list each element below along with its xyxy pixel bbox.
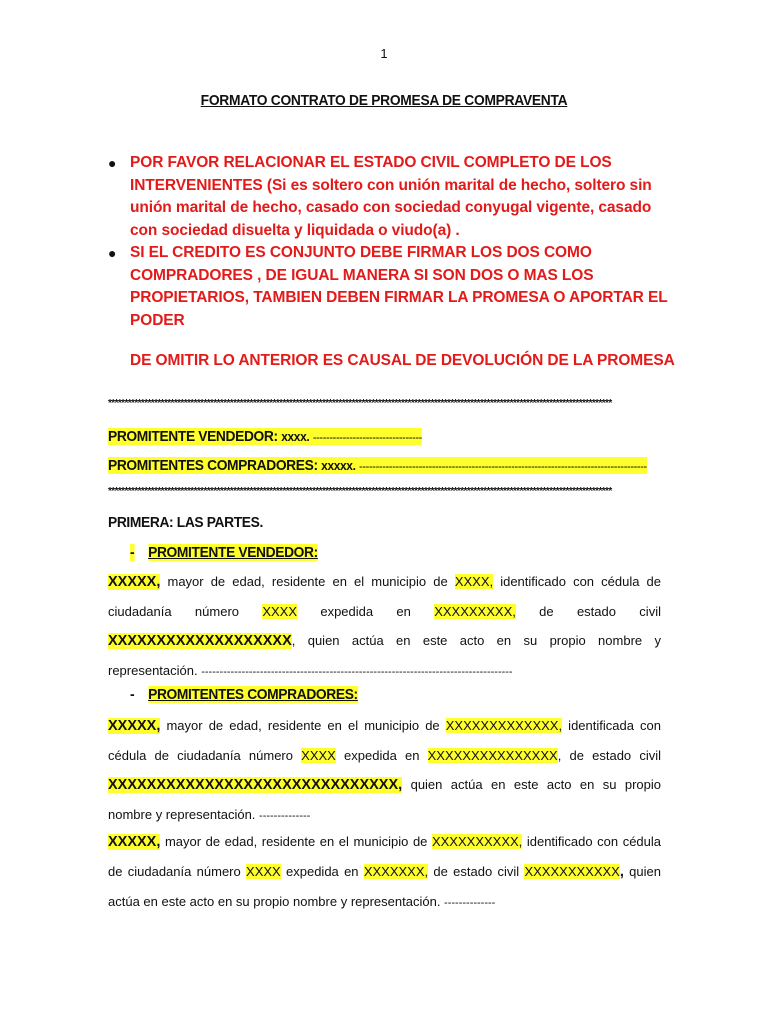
city-placeholder: XXXXXXXXXX, [431,834,523,849]
city-placeholder: XXXXXXXXXXXXX, [445,718,563,733]
separator-top: ********************************************************************************************************************************************************* [108,398,612,409]
compradores-summary [108,457,647,474]
vendedor-summary-dashes: --------------------------------- [312,430,422,444]
civil-status-placeholder: XXXXXXXXXXXXXXXXXXX [108,633,292,649]
expedition-placeholder: XXXXXXXXX, [434,604,516,619]
text-segment: , de estado civil [557,748,661,763]
dash-filler: -------------- [444,897,496,909]
expedition-placeholder: XXXXXXXXXXXXXXX [427,748,558,763]
vendedor-heading-label: PROMITENTE VENDEDOR: [148,544,318,561]
section-title: PRIMERA: LAS PARTES. [108,514,263,531]
text-segment: mayor de edad, residente en el municipio de [160,574,455,589]
id-placeholder: XXXX [262,604,298,619]
instruction-text: POR FAVOR RELACIONAR EL ESTADO CIVIL COMPLETO DE LOS INTERVENIENTES (Si es soltero con unión marital de hecho, soltero sin unión marital de hecho, casado con sociedad conyugal vigente, casado con sociedad disuelta y liquidada o viudo(a) . [130,154,652,239]
compradores-heading-label: PROMITENTES COMPRADORES: [148,686,358,703]
civil-status-placeholder: XXXXXXXXXXXXXXXXXXXXXXXXXXXXXX, [108,777,403,793]
vendedor-heading-dash: - [130,544,135,561]
expedition-placeholder: XXXXXXX, [363,864,429,879]
separator-bottom: ********************************************************************************************************************************************************* [108,486,612,497]
text-segment: de estado civil [515,604,661,619]
vendedor-summary-code: xxxx. [281,429,310,444]
text-segment: de estado civil [428,864,525,879]
text-segment: identificada con cédula de ciudadanía número [108,718,662,763]
vendedor-paragraph [108,567,661,687]
text-segment: mayor de edad, residente en el municipio de [160,718,446,733]
compradores-summary-dashes: --------------------------------------------------------------------------------------- [359,459,647,473]
id-placeholder: XXXX [246,864,281,879]
text-segment: identificado con cédula de ciudadanía número [108,574,661,619]
instruction-item [108,152,668,242]
compradores-heading [130,686,358,703]
text-segment: quien actúa en este acto en su propio nombre y representación. [108,777,661,822]
comma: , [619,864,624,880]
bullet-icon: ● [108,245,117,261]
dash-filler: ------------------------------------------------------------------------------------- [201,666,513,678]
text-segment: expedida en [335,748,428,763]
document-title: FORMATO CONTRATO DE PROMESA DE COMPRAVENTA [200,92,568,109]
civil-status-placeholder: XXXXXXXXXXX [524,864,620,879]
comprador-1-paragraph [108,711,661,831]
page-number: 1 [380,46,388,61]
compradores-summary-highlight [108,457,647,474]
instructions-list [108,152,668,332]
id-placeholder: XXXX [301,748,336,763]
instruction-item [108,242,668,332]
text-segment: , quien actúa en este acto en su propio nombre y representación. [108,633,661,678]
text-segment: mayor de edad, residente en el municipio de [160,834,432,849]
compradores-summary-code: xxxxx. [321,458,356,473]
text-segment: quien actúa en este acto en su propio nombre y representación. [108,864,661,909]
comprador-2-paragraph [108,827,661,918]
compradores-summary-label: PROMITENTES COMPRADORES: [108,457,318,474]
bullet-icon: ● [108,155,117,171]
warning-text: DE OMITIR LO ANTERIOR ES CAUSAL DE DEVOLUCIÓN DE LA PROMESA [130,352,675,369]
party-name: XXXXX, [108,718,161,734]
party-name: XXXXX, [108,574,161,590]
vendedor-summary-highlight [108,428,422,445]
text-segment: expedida en [280,864,364,879]
party-name: XXXXX, [108,834,161,850]
instruction-text: SI EL CREDITO ES CONJUNTO DEBE FIRMAR LOS DOS COMO COMPRADORES , DE IGUAL MANERA SI SON DOS O MAS LOS PROPIETARIOS, TAMBIEN DEBEN FIRMAR LA PROMESA O APORTAR EL PODER [130,244,668,329]
vendedor-summary [108,428,422,445]
vendedor-summary-label: PROMITENTE VENDEDOR: [108,428,278,445]
dash-filler: -------------- [259,810,311,822]
text-segment: expedida en [297,604,435,619]
vendedor-heading [130,544,318,561]
compradores-heading-dash: - [130,686,135,703]
text-segment: identificado con cédula de ciudadanía número [108,834,662,879]
city-placeholder: XXXX, [454,574,494,589]
